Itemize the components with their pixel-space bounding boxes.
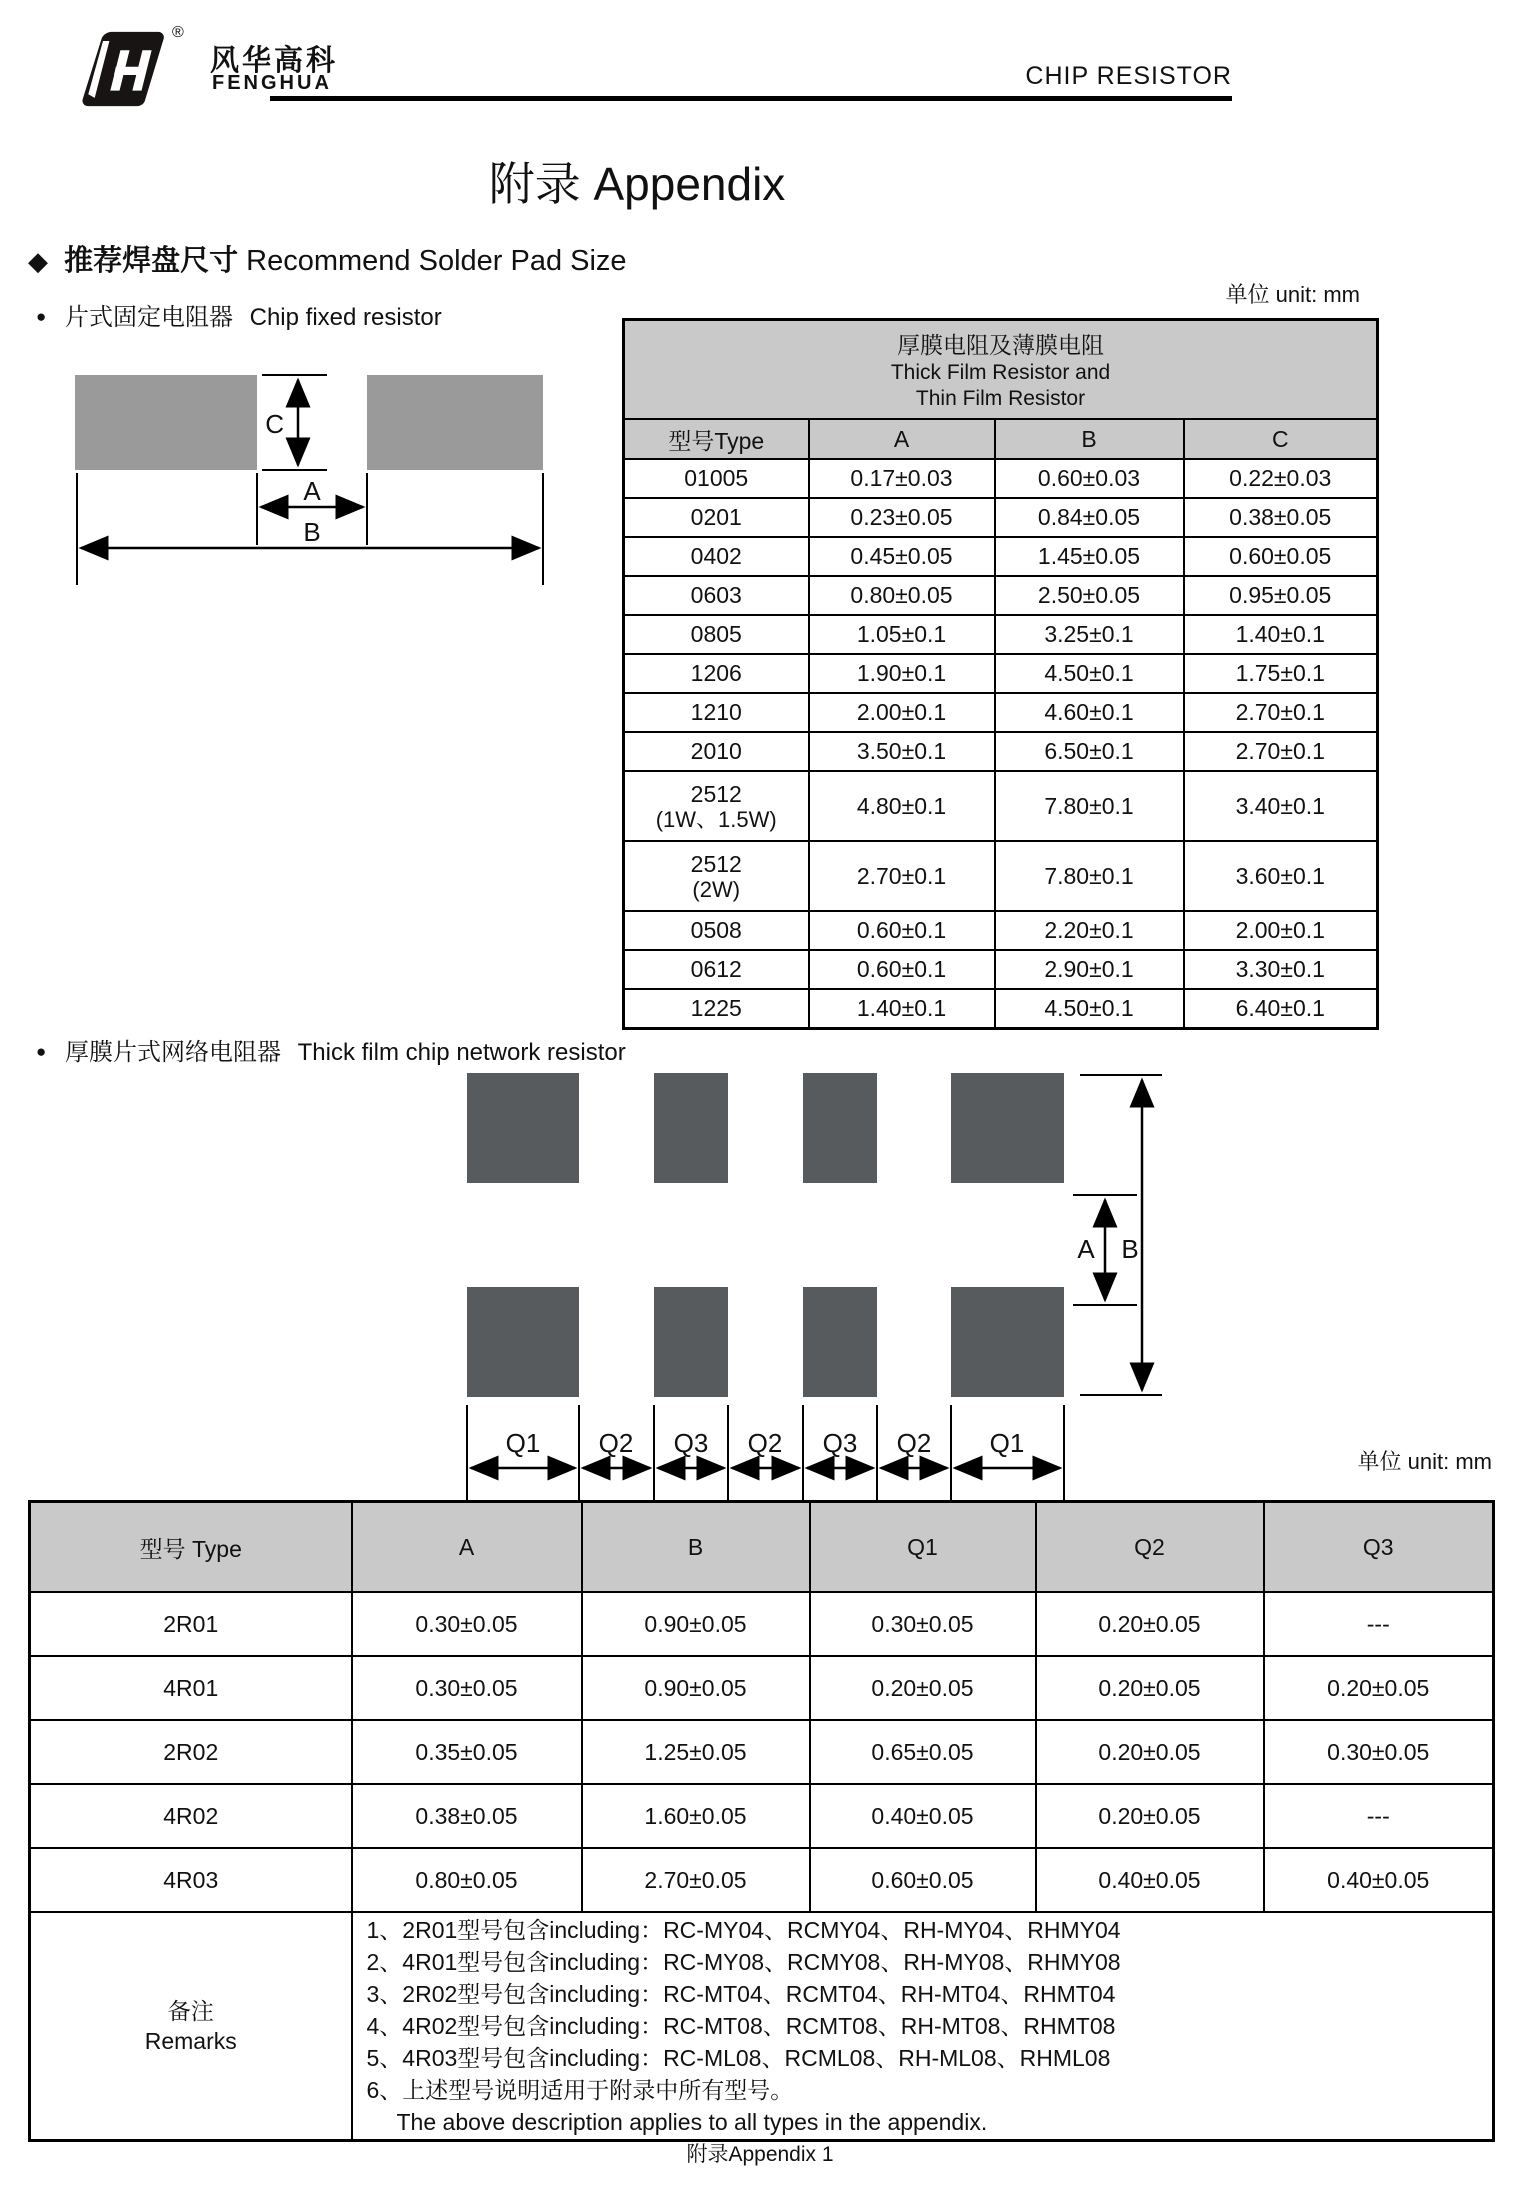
remarks-row bbox=[30, 1912, 1494, 2141]
cell-b: 0.90±0.05 bbox=[582, 1592, 810, 1656]
table-row bbox=[30, 1848, 1494, 1912]
cell-a: 0.35±0.05 bbox=[352, 1720, 582, 1784]
section-heading bbox=[28, 238, 627, 279]
network-pad bbox=[467, 1073, 579, 1183]
remarks-label-cn: 备注 bbox=[167, 1998, 214, 2024]
cell-a: 0.45±0.05 bbox=[809, 537, 995, 576]
cell-type bbox=[624, 771, 809, 841]
band-title-en2: Thin Film Resistor bbox=[915, 387, 1086, 410]
cell-a: 3.50±0.1 bbox=[809, 732, 995, 771]
cell-b: 4.50±0.1 bbox=[995, 654, 1184, 693]
cell-a: 0.60±0.1 bbox=[809, 950, 995, 989]
cell-b: 2.50±0.05 bbox=[995, 576, 1184, 615]
table-row bbox=[30, 1784, 1494, 1848]
cell-q3: --- bbox=[1264, 1784, 1494, 1848]
cell-a: 0.38±0.05 bbox=[352, 1784, 582, 1848]
cell-b: 1.25±0.05 bbox=[582, 1720, 810, 1784]
page-footer: 附录Appendix 1 bbox=[686, 2143, 834, 2166]
network-pad bbox=[654, 1073, 728, 1183]
table-row bbox=[624, 498, 1378, 537]
column-header-row bbox=[624, 419, 1378, 459]
cell-type: 1225 bbox=[624, 989, 809, 1029]
table-band-cell bbox=[624, 320, 1378, 420]
cell-a: 0.23±0.05 bbox=[809, 498, 995, 537]
cell-type: 4R01 bbox=[30, 1656, 352, 1720]
cell-b: 7.80±0.1 bbox=[995, 841, 1184, 911]
unit-note: 单位 unit: mm bbox=[1357, 1449, 1492, 1474]
subsection-label-en: Chip fixed resistor bbox=[249, 304, 442, 331]
cell-type: 2R02 bbox=[30, 1720, 352, 1784]
q-dim-label: Q1 bbox=[505, 1428, 541, 1458]
table-row bbox=[624, 459, 1378, 498]
cell-type: 2010 bbox=[624, 732, 809, 771]
table-row bbox=[30, 1656, 1494, 1720]
col-header-a: A bbox=[809, 419, 995, 459]
cell-c: 3.30±0.1 bbox=[1184, 950, 1378, 989]
cell-q1: 0.40±0.05 bbox=[810, 1784, 1036, 1848]
cell-type: 0612 bbox=[624, 950, 809, 989]
col-header-a: A bbox=[352, 1502, 582, 1593]
subsection-label-en: Thick film chip network resistor bbox=[297, 1039, 626, 1066]
table-row bbox=[624, 576, 1378, 615]
cell-b: 7.80±0.1 bbox=[995, 771, 1184, 841]
cell-type: 01005 bbox=[624, 459, 809, 498]
cell-type-line2: (2W) bbox=[692, 876, 741, 902]
cell-a: 0.17±0.03 bbox=[809, 459, 995, 498]
cell-q1: 0.60±0.05 bbox=[810, 1848, 1036, 1912]
cell-a: 0.30±0.05 bbox=[352, 1656, 582, 1720]
table-row bbox=[624, 732, 1378, 771]
cell-q3: 0.40±0.05 bbox=[1264, 1848, 1494, 1912]
table-row bbox=[624, 911, 1378, 950]
page-title: 附录 Appendix bbox=[488, 158, 786, 210]
col-header-q1: Q1 bbox=[810, 1502, 1036, 1593]
cell-c: 0.22±0.03 bbox=[1184, 459, 1378, 498]
cell-type: 1206 bbox=[624, 654, 809, 693]
table-row bbox=[30, 1592, 1494, 1656]
cell-type-line1: 2512 bbox=[690, 850, 742, 877]
cell-b: 3.25±0.1 bbox=[995, 615, 1184, 654]
cell-q3: --- bbox=[1264, 1592, 1494, 1656]
table-row bbox=[30, 1720, 1494, 1784]
cell-q2: 0.20±0.05 bbox=[1036, 1656, 1264, 1720]
cell-type: 1210 bbox=[624, 693, 809, 732]
table-row bbox=[624, 615, 1378, 654]
q-dim-label: Q3 bbox=[822, 1428, 858, 1458]
cell-a: 0.80±0.05 bbox=[809, 576, 995, 615]
brand-name-cn: 风华高科 bbox=[210, 45, 339, 77]
cell-type: 4R02 bbox=[30, 1784, 352, 1848]
cell-q1: 0.30±0.05 bbox=[810, 1592, 1036, 1656]
cell-b: 4.60±0.1 bbox=[995, 693, 1184, 732]
cell-a: 2.70±0.1 bbox=[809, 841, 995, 911]
header-rule bbox=[270, 96, 1232, 101]
cell-q2: 0.40±0.05 bbox=[1036, 1848, 1264, 1912]
table-row bbox=[624, 771, 1378, 841]
dim-label-b: B bbox=[303, 517, 321, 547]
cell-a: 2.00±0.1 bbox=[809, 693, 995, 732]
unit-note: 单位 unit: mm bbox=[1225, 282, 1360, 307]
section-heading-cn: 推荐焊盘尺寸 bbox=[64, 245, 239, 277]
network-pad bbox=[654, 1287, 728, 1397]
col-header-b: B bbox=[582, 1502, 810, 1593]
cell-c: 3.60±0.1 bbox=[1184, 841, 1378, 911]
remark-line: 6、上述型号说明适用于附录中所有型号。 bbox=[366, 2077, 794, 2103]
cell-b: 0.60±0.03 bbox=[995, 459, 1184, 498]
registered-trademark: ® bbox=[172, 24, 184, 41]
table-row bbox=[624, 841, 1378, 911]
pad-left bbox=[75, 375, 257, 470]
cell-a: 0.60±0.1 bbox=[809, 911, 995, 950]
subsection-label-cn: 厚膜片式网络电阻器 bbox=[64, 1039, 281, 1066]
remark-line: 3、2R02型号包含including：RC-MT04、RCMT04、RH-MT04、RHMT04 bbox=[366, 1981, 1116, 2007]
table-band-row bbox=[624, 320, 1378, 420]
column-header-row bbox=[30, 1502, 1494, 1593]
cell-a: 1.90±0.1 bbox=[809, 654, 995, 693]
brand-name-en: FENGHUA bbox=[212, 72, 332, 94]
col-header-type: 型号 Type bbox=[30, 1502, 352, 1593]
cell-type bbox=[624, 841, 809, 911]
product-category-label: CHIP RESISTOR bbox=[1025, 62, 1232, 90]
col-header-q3: Q3 bbox=[1264, 1502, 1494, 1593]
cell-b: 1.60±0.05 bbox=[582, 1784, 810, 1848]
section-heading-en: Recommend Solder Pad Size bbox=[246, 245, 627, 277]
dim-label-a: A bbox=[1077, 1234, 1095, 1264]
table-row bbox=[624, 989, 1378, 1029]
cell-c: 2.70±0.1 bbox=[1184, 732, 1378, 771]
network-pad bbox=[467, 1287, 579, 1397]
solder-pad-diagram-fixed bbox=[40, 360, 580, 600]
remarks-label-cell bbox=[30, 1912, 352, 2141]
cell-b: 0.90±0.05 bbox=[582, 1656, 810, 1720]
cell-type-line1: 2512 bbox=[690, 780, 742, 807]
remark-line: 5、4R03型号包含including：RC-ML08、RCML08、RH-ML08、RHML08 bbox=[366, 2045, 1111, 2071]
col-header-c: C bbox=[1184, 419, 1378, 459]
remark-line: 2、4R01型号包含including：RC-MY08、RCMY08、RH-MY08、RHMY08 bbox=[366, 1949, 1121, 1975]
cell-a: 0.30±0.05 bbox=[352, 1592, 582, 1656]
cell-type: 0201 bbox=[624, 498, 809, 537]
band-title-en1: Thick Film Resistor and bbox=[890, 361, 1111, 384]
cell-type-line2: (1W、1.5W) bbox=[655, 806, 777, 832]
table-row bbox=[624, 537, 1378, 576]
cell-a: 4.80±0.1 bbox=[809, 771, 995, 841]
cell-a: 1.40±0.1 bbox=[809, 989, 995, 1029]
q-dim-label: Q2 bbox=[896, 1428, 932, 1458]
cell-type: 4R03 bbox=[30, 1848, 352, 1912]
remarks-label-en: Remarks bbox=[144, 2028, 237, 2054]
dim-label-a: A bbox=[303, 476, 321, 506]
cell-c: 0.38±0.05 bbox=[1184, 498, 1378, 537]
cell-c: 1.75±0.1 bbox=[1184, 654, 1378, 693]
cell-b: 2.20±0.1 bbox=[995, 911, 1184, 950]
cell-c: 2.70±0.1 bbox=[1184, 693, 1378, 732]
subsection-chip-fixed-resistor bbox=[36, 297, 442, 332]
cell-type: 0603 bbox=[624, 576, 809, 615]
circle-bullet-icon: ● bbox=[36, 307, 47, 326]
table-row bbox=[624, 950, 1378, 989]
fenghua-logo-icon bbox=[78, 30, 172, 108]
table-row bbox=[624, 654, 1378, 693]
q-dim-label: Q2 bbox=[747, 1428, 783, 1458]
cell-q1: 0.20±0.05 bbox=[810, 1656, 1036, 1720]
q-dim-label: Q3 bbox=[673, 1428, 709, 1458]
col-header-b: B bbox=[995, 419, 1184, 459]
dim-label-c: C bbox=[265, 409, 284, 439]
band-title-cn: 厚膜电阻及薄膜电阻 bbox=[897, 332, 1104, 358]
cell-c: 0.60±0.05 bbox=[1184, 537, 1378, 576]
cell-type: 0805 bbox=[624, 615, 809, 654]
remark-line: 4、4R02型号包含including：RC-MT08、RCMT08、RH-MT08、RHMT08 bbox=[366, 2013, 1116, 2039]
remark-line: 1、2R01型号包含including：RC-MY04、RCMY04、RH-MY04、RHMY04 bbox=[366, 1917, 1121, 1943]
cell-b: 0.84±0.05 bbox=[995, 498, 1184, 537]
cell-b: 4.50±0.1 bbox=[995, 989, 1184, 1029]
cell-c: 2.00±0.1 bbox=[1184, 911, 1378, 950]
network-resistor-pad-table bbox=[28, 1500, 1495, 2142]
remarks-body-cell bbox=[352, 1912, 1494, 2141]
cell-a: 1.05±0.1 bbox=[809, 615, 995, 654]
cell-b: 2.90±0.1 bbox=[995, 950, 1184, 989]
cell-q1: 0.65±0.05 bbox=[810, 1720, 1036, 1784]
cell-b: 6.50±0.1 bbox=[995, 732, 1184, 771]
network-pad bbox=[951, 1073, 1064, 1183]
cell-a: 0.80±0.05 bbox=[352, 1848, 582, 1912]
cell-c: 0.95±0.05 bbox=[1184, 576, 1378, 615]
col-header-q2: Q2 bbox=[1036, 1502, 1264, 1593]
cell-c: 3.40±0.1 bbox=[1184, 771, 1378, 841]
circle-bullet-icon: ● bbox=[36, 1042, 47, 1061]
cell-c: 1.40±0.1 bbox=[1184, 615, 1378, 654]
solder-pad-diagram-network bbox=[440, 1060, 1180, 1510]
cell-q2: 0.20±0.05 bbox=[1036, 1784, 1264, 1848]
remark-line: The above description applies to all types in the appendix. bbox=[396, 2109, 988, 2135]
cell-q3: 0.20±0.05 bbox=[1264, 1656, 1494, 1720]
cell-q3: 0.30±0.05 bbox=[1264, 1720, 1494, 1784]
cell-type: 0508 bbox=[624, 911, 809, 950]
cell-q2: 0.20±0.05 bbox=[1036, 1592, 1264, 1656]
q-dim-label: Q1 bbox=[989, 1428, 1025, 1458]
subsection-label-cn: 片式固定电阻器 bbox=[64, 304, 233, 331]
network-pad bbox=[803, 1287, 877, 1397]
dim-label-b: B bbox=[1121, 1234, 1139, 1264]
q-dim-label: Q2 bbox=[598, 1428, 634, 1458]
cell-type: 2R01 bbox=[30, 1592, 352, 1656]
pad-right bbox=[367, 375, 543, 470]
diamond-bullet-icon: ◆ bbox=[28, 246, 48, 276]
cell-q2: 0.20±0.05 bbox=[1036, 1720, 1264, 1784]
cell-b: 1.45±0.05 bbox=[995, 537, 1184, 576]
table-row bbox=[624, 693, 1378, 732]
network-pad bbox=[951, 1287, 1064, 1397]
cell-b: 2.70±0.05 bbox=[582, 1848, 810, 1912]
col-header-type: 型号Type bbox=[624, 419, 809, 459]
cell-c: 6.40±0.1 bbox=[1184, 989, 1378, 1029]
network-pad bbox=[803, 1073, 877, 1183]
fixed-resistor-pad-table bbox=[622, 318, 1379, 1030]
cell-type: 0402 bbox=[624, 537, 809, 576]
